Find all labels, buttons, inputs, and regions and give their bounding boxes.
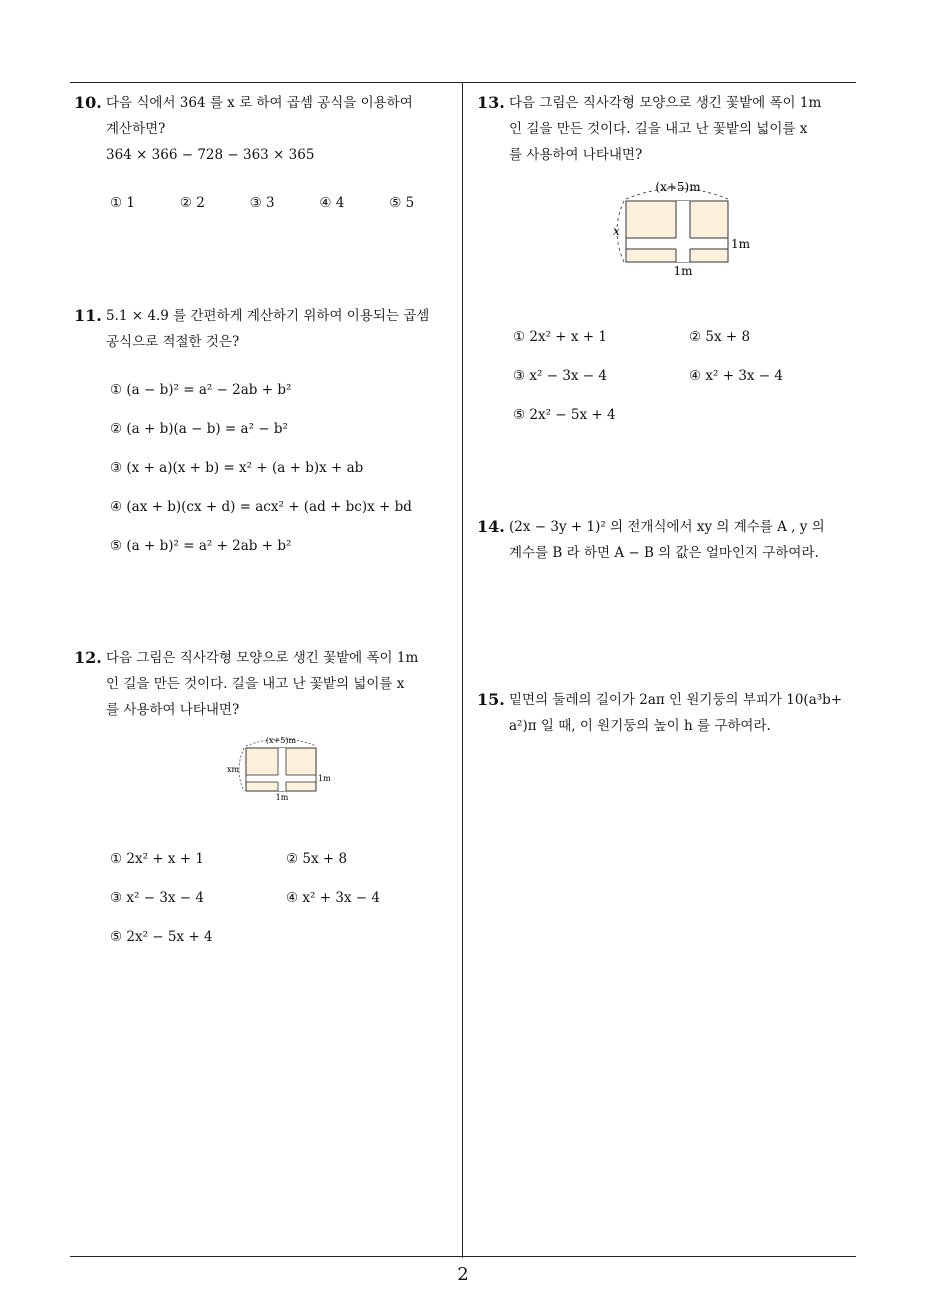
question-text: 를 사용하여 나타내면? <box>106 702 240 718</box>
question-text: 밑면의 둘레의 길이가 2aπ 인 원기둥의 부피가 10(a³b+ <box>509 692 843 708</box>
question-text: 다음 그림은 직사각형 모양으로 생긴 꽃밭에 폭이 1m <box>106 650 419 666</box>
question-11-stem <box>74 303 459 329</box>
question-14 <box>477 514 862 566</box>
figure-bottom-label: 1m <box>275 793 289 802</box>
choice-1[interactable]: ① 1 <box>110 195 135 211</box>
choice-1[interactable]: ① 2x² + x + 1 <box>110 851 204 867</box>
question-12-stem <box>74 645 459 671</box>
choice-5[interactable]: ⑤ 2x² − 5x + 4 <box>110 929 213 945</box>
question-13-choices <box>477 324 862 428</box>
question-12 <box>74 645 459 723</box>
choice-4[interactable]: ④ x² + 3x − 4 <box>689 368 783 384</box>
question-10-stem <box>74 90 459 116</box>
question-15 <box>477 687 862 739</box>
question-text: 계수를 B 라 하면 A − B 의 값은 얼마인지 구하여라. <box>509 545 819 561</box>
choice-2[interactable]: ② (a + b)(a − b) = a² − b² <box>110 421 288 437</box>
figure-right-label: 1m <box>731 237 751 251</box>
question-text: 인 길을 만든 것이다. 길을 내고 난 꽃밭의 넓이를 x <box>509 121 808 137</box>
choice-4[interactable]: ④ 4 <box>319 195 345 211</box>
choice-4[interactable]: ④ x² + 3x − 4 <box>286 890 380 906</box>
question-text: 계산하면? <box>106 121 166 137</box>
page-number: 2 <box>457 1264 469 1285</box>
answer-choices <box>477 324 862 428</box>
flowerbed-figure-small <box>222 730 342 806</box>
choice-2[interactable]: ② 5x + 8 <box>689 329 751 345</box>
choice-2[interactable]: ② 2 <box>179 195 205 211</box>
figure-left-label: xm <box>227 765 240 774</box>
question-15-stem <box>477 687 862 713</box>
question-number: 10. <box>74 93 102 112</box>
question-14-stem <box>477 514 862 540</box>
choice-3[interactable]: ③ (x + a)(x + b) = x² + (a + b)x + ab <box>110 460 364 476</box>
answer-choices <box>74 190 459 216</box>
answer-choices <box>74 846 459 950</box>
question-number: 12. <box>74 648 102 667</box>
choice-3[interactable]: ③ 3 <box>249 195 275 211</box>
question-text: 5.1 × 4.9 를 간편하게 계산하기 위하여 이용되는 곱셈 <box>106 308 430 324</box>
top-rule <box>70 82 856 83</box>
question-10 <box>74 90 459 216</box>
question-number: 13. <box>477 93 505 112</box>
choice-3[interactable]: ③ x² − 3x − 4 <box>513 368 607 384</box>
choice-1[interactable]: ① 2x² + x + 1 <box>513 329 607 345</box>
choice-5[interactable]: ⑤ 2x² − 5x + 4 <box>513 407 616 423</box>
choice-1[interactable]: ① (a − b)² = a² − 2ab + b² <box>110 382 292 398</box>
question-text: 를 사용하여 나타내면? <box>509 147 643 163</box>
column-divider <box>462 82 463 1258</box>
question-text: (2x − 3y + 1)² 의 전개식에서 xy 의 계수를 A , y 의 <box>509 519 825 535</box>
question-text: 다음 그림은 직사각형 모양으로 생긴 꽃밭에 폭이 1m <box>509 95 822 111</box>
choice-4[interactable]: ④ (ax + b)(cx + d) = acx² + (ad + bc)x + bd <box>110 499 412 515</box>
question-text: a²)π 일 때, 이 원기둥의 높이 h 를 구하여라. <box>509 718 771 734</box>
math-expression: 364 × 366 − 728 − 363 × 365 <box>106 147 315 163</box>
choice-5[interactable]: ⑤ (a + b)² = a² + 2ab + b² <box>110 538 292 554</box>
question-text: 공식으로 적절한 것은? <box>106 334 240 350</box>
question-number: 11. <box>74 306 102 325</box>
figure-left-label: x <box>613 224 620 238</box>
question-text: 다음 식에서 364 를 x 로 하여 곱셈 공식을 이용하여 <box>106 95 413 111</box>
choice-5[interactable]: ⑤ 5 <box>389 195 415 211</box>
figure-bottom-label: 1m <box>673 264 693 278</box>
question-text: 인 길을 만든 것이다. 길을 내고 난 꽃밭의 넓이를 x <box>106 676 405 692</box>
question-13 <box>477 90 862 168</box>
bottom-rule <box>70 1256 856 1257</box>
figure-right-label: 1m <box>318 774 331 783</box>
figure-top-label: (x+5)m <box>265 736 297 745</box>
question-13-stem <box>477 90 862 116</box>
figure-top-label: (x+5)m <box>655 180 701 194</box>
question-number: 14. <box>477 517 505 536</box>
question-12-choices <box>74 846 459 950</box>
choice-2[interactable]: ② 5x + 8 <box>286 851 348 867</box>
choice-3[interactable]: ③ x² − 3x − 4 <box>110 890 204 906</box>
question-number: 15. <box>477 690 505 709</box>
flowerbed-figure <box>606 176 766 280</box>
question-11 <box>74 303 459 572</box>
